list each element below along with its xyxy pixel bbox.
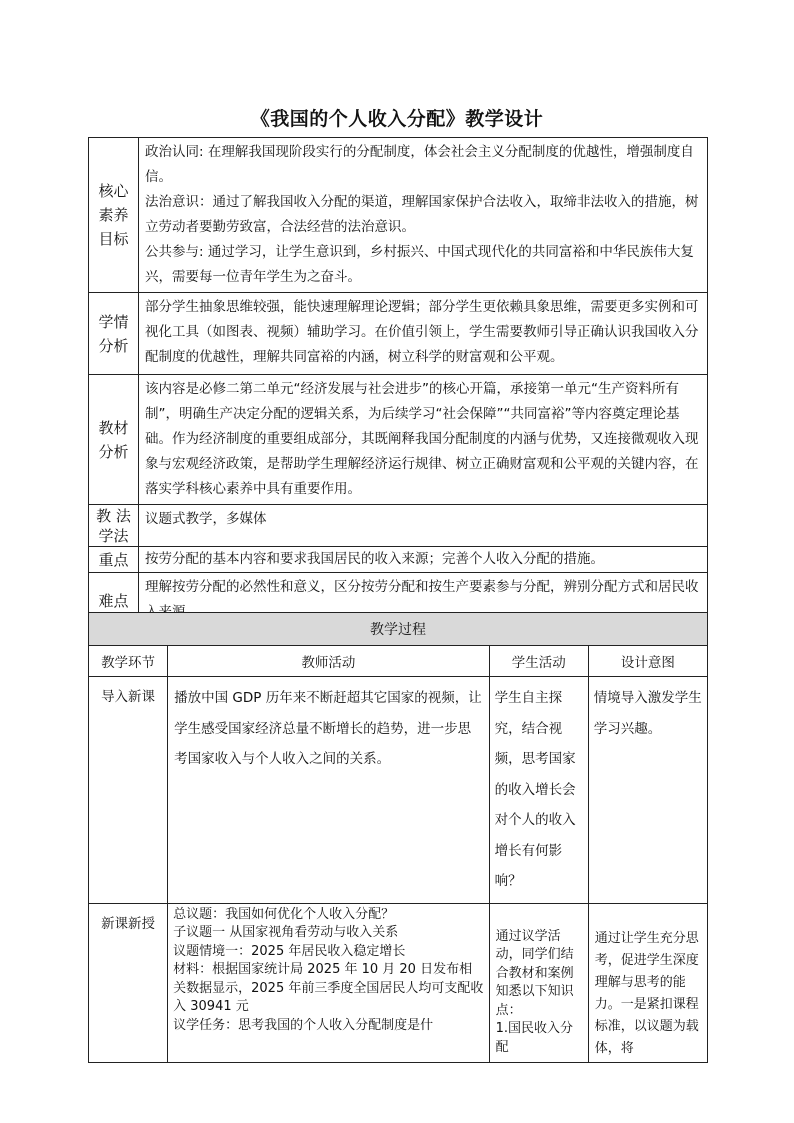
core-goals-text bbox=[139, 138, 708, 293]
table-row bbox=[89, 138, 708, 293]
student-activity-cell: 通过议学活动，同学们结合教材和案例知悉以下知识点： 1.国民收入分配 bbox=[489, 903, 588, 1062]
label-student-analysis: 学情 分析 bbox=[89, 293, 139, 375]
header-teacher: 教师活动 bbox=[168, 646, 490, 677]
table-row bbox=[89, 547, 708, 573]
header-stage: 教学环节 bbox=[89, 646, 168, 677]
table-header-row bbox=[89, 646, 708, 677]
material-analysis-text: 该内容是必修二第二单元“经济发展与社会进步”的核心开篇，承接第一单元“生产资料所有制”，明确生产决定分配的逻辑关系，为后续学习“社会保障”“共同富裕”等内容奠定理论基础。作为经济制度的重要组成部分，其既阐释我国分配制度的内涵与优势，又连接微观收入现象与宏观经济政策，是帮助学生理解经济运行规律、树立正确财富观和公平观的关键内容，在落实学科核心素养中具有重要作用。 bbox=[139, 375, 708, 505]
political-identity-line: 政治认同: 在理解我国现阶段实行的分配制度，体会社会主义分配制度的优越性，增强制度自信。 bbox=[145, 144, 694, 185]
table-row bbox=[89, 903, 708, 1062]
student-analysis-text: 部分学生抽象思维较强，能快速理解理论逻辑；部分学生更依赖具象思维，需要更多实例和可视化工具（如图表、视频）辅助学习。在价值引领上，学生需要教师引导正确认识我国收入分配制度的优越性，理解共同富裕的内涵，树立科学的财富观和公平观。 bbox=[139, 293, 708, 375]
table-row bbox=[89, 677, 708, 904]
stage-cell: 新课新授 bbox=[89, 903, 168, 1062]
table-row bbox=[89, 293, 708, 375]
student-activity-cell: 学生自主探究，结合视频，思考国家的收入增长会对个人的收入增长有何影响？ bbox=[489, 677, 588, 904]
process-banner: 教学过程 bbox=[89, 613, 708, 646]
teaching-method-text: 议题式教学，多媒体 bbox=[139, 505, 708, 547]
header-student: 学生活动 bbox=[489, 646, 588, 677]
table-row bbox=[89, 505, 708, 547]
public-participation-line: 公共参与: 通过学习，让学生意识到，乡村振兴、中国式现代化的共同富裕和中华民族伟大复兴，需要每一位青年学生为之奋斗。 bbox=[145, 244, 694, 285]
table-row bbox=[89, 613, 708, 646]
design-intent-cell: 情境导入激发学生学习兴趣。 bbox=[588, 677, 707, 904]
key-point-text: 按劳分配的基本内容和要求我国居民的收入来源；完善个人收入分配的措施。 bbox=[139, 547, 708, 573]
rule-of-law-line: 法治意识：通过了解我国收入分配的渠道，理解国家保护合法收入，取缔非法收入的措施，树立劳动者要勤劳致富，合法经营的法治意识。 bbox=[145, 194, 699, 235]
label-core-goals: 核心 素养 目标 bbox=[89, 138, 139, 293]
info-table bbox=[88, 137, 708, 629]
process-table bbox=[88, 612, 708, 1063]
difficult-point-text: 理解按劳分配的必然性和意义，区分按劳分配和按生产要素参与分配，辨别分配方式和居民收 bbox=[139, 573, 708, 629]
table-row bbox=[89, 375, 708, 505]
label-key-point: 重点 bbox=[89, 547, 139, 573]
design-intent-cell: 通过让学生充分思考，促进学生深度理解与思考的能力。一是紧扣课程标准，以议题为载体，将 bbox=[588, 903, 707, 1062]
teacher-activity-cell: 总议题：我国如何优化个人收入分配？ 子议题一 从国家视角看劳动与收入关系 议题情境一：2025 年居民收入稳定增长 材料：根据国家统计局 2025 年 10 月 20 日发布相关数据显示，2025 年前三季度全国居民人均可支配收入 30941 元 议学任务：思考我国的个人收入分配制度是什 bbox=[168, 903, 490, 1062]
label-teaching-method: 教 法 学法 bbox=[89, 505, 139, 547]
label-difficult-point: 难点 bbox=[89, 573, 139, 629]
header-intent: 设计意图 bbox=[588, 646, 707, 677]
label-material-analysis: 教材 分析 bbox=[89, 375, 139, 505]
teacher-activity-cell: 播放中国 GDP 历年来不断赶超其它国家的视频，让学生感受国家经济总量不断增长的趋势，进一步思考国家收入与个人收入之间的关系。 bbox=[168, 677, 490, 904]
stage-cell: 导入新课 bbox=[89, 677, 168, 904]
document-title: 《我国的个人收入分配》教学设计 bbox=[250, 108, 544, 130]
